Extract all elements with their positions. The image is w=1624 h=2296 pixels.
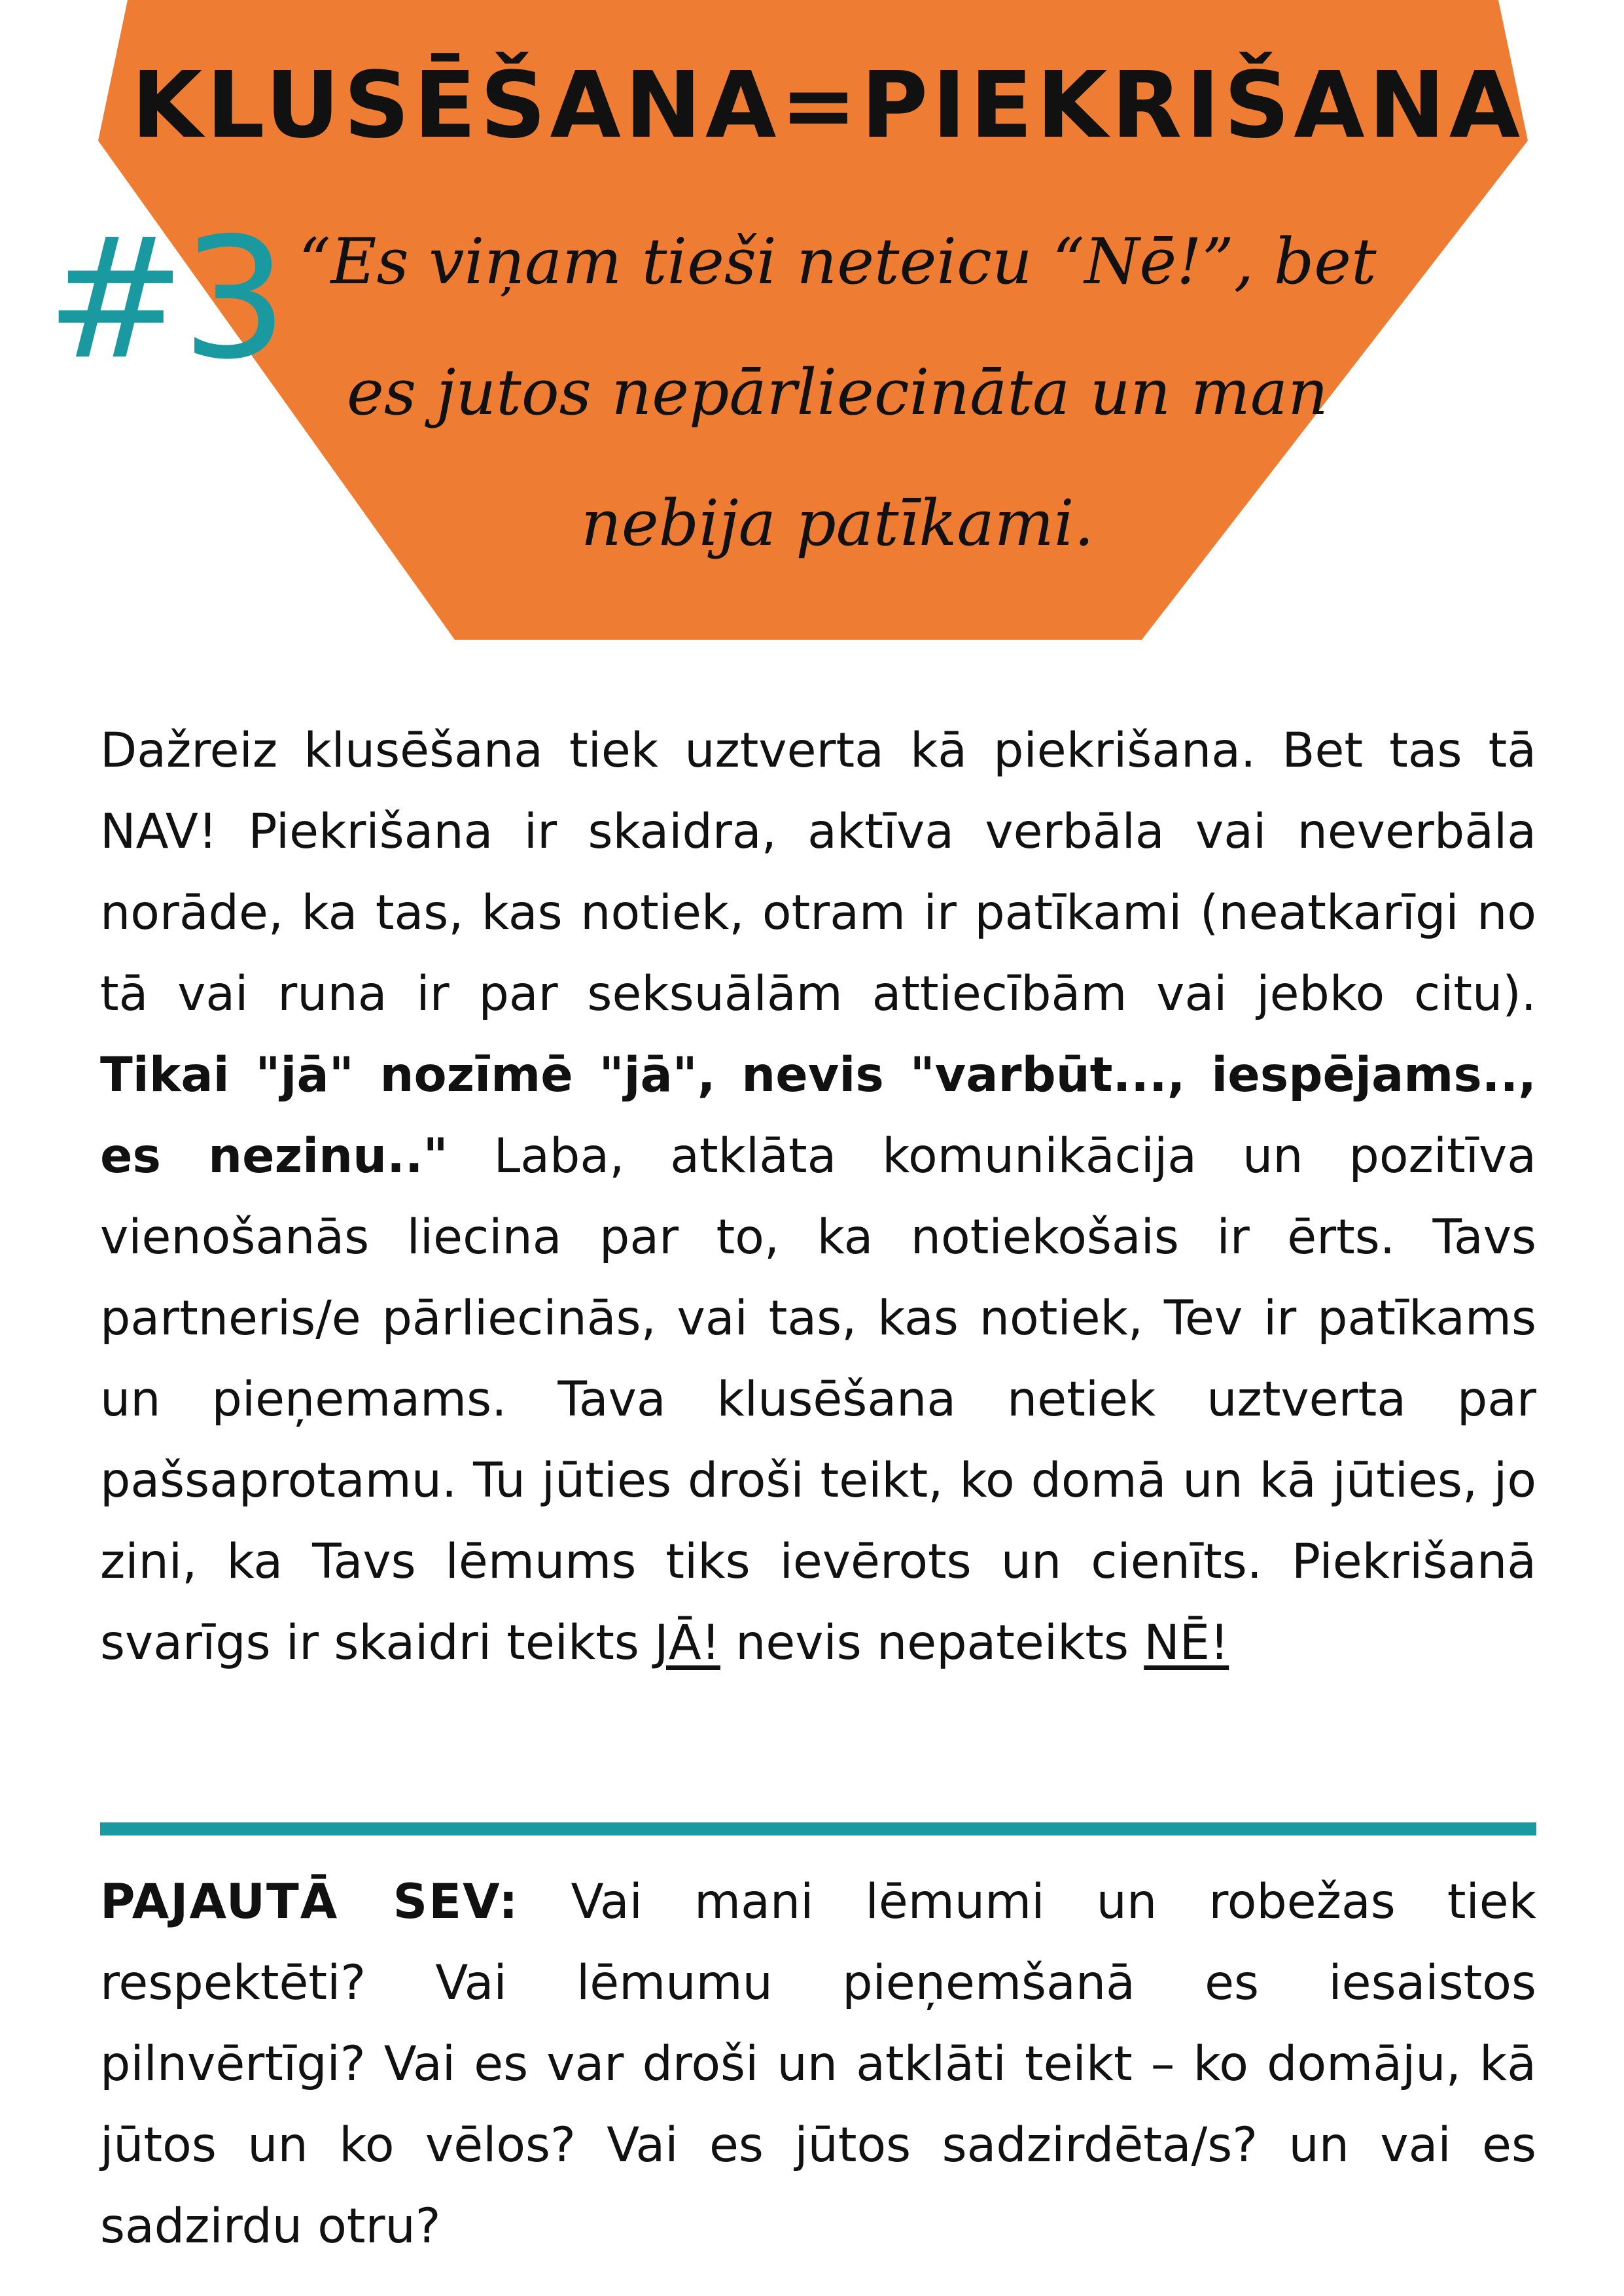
no-word: NĒ!: [1144, 1615, 1229, 1671]
ask-yourself-paragraph: [100, 1862, 1536, 2267]
body-emphasis: Tikai "jā" nozīmē "jā", nevis "varbūt..., iespējams.., es nezinu..": [100, 1047, 1536, 1184]
ask-label: PAJAUTĀ SEV:: [100, 1874, 520, 1930]
body-paragraph: [100, 710, 1536, 1684]
section-divider: [100, 1822, 1536, 1835]
page-title: KLUSĒŠANA=PIEKRIŠANA: [131, 52, 1525, 159]
body-middle: nevis nepateikts: [720, 1615, 1144, 1671]
yes-word: JĀ!: [654, 1615, 720, 1671]
ask-questions: Vai mani lēmumi un robežas tiek respektēti? Vai lēmumu pieņemšanā es iesaistos pilnvērtīgi? Vai es var droši un atklāti teikt – ko domāju, kā jūtos un ko vēlos? Vai es jūtos sadzirdēta/s? un vai es sadzirdu otru?: [100, 1874, 1536, 2254]
body-intro: Dažreiz klusēšana tiek uztverta kā piekrišana. Bet tas tā NAV! Piekrišana ir skaidra, aktīva verbāla vai neverbāla norāde, ka tas, kas notiek, otram ir patīkami (neatkarīgi no tā vai runa ir par seksuālām attiecībām vai jebko citu).: [100, 723, 1536, 1022]
body-continuation: Laba, atklāta komunikācija un pozitīva vienošanās liecina par to, ka notiekošais ir ērts. Tavs partneris/e pārliecinās, vai tas, kas notiek, Tev ir patīkams un pieņemams. Tava klusēšana netiek uztverta par pašsaprotamu. Tu jūties droši teikt, ko domā un kā jūties, jo zini, ka Tavs lēmums tiks ievērots un cienīts. Piekrišanā svarīgs ir skaidri teikts: [100, 1128, 1536, 1671]
section-number: #3: [46, 202, 284, 396]
header-quote: “Es viņam tieši neteicu “Nē!”, bet es jutos nepārliecināta un man nebija patīkami.: [298, 225, 1377, 560]
